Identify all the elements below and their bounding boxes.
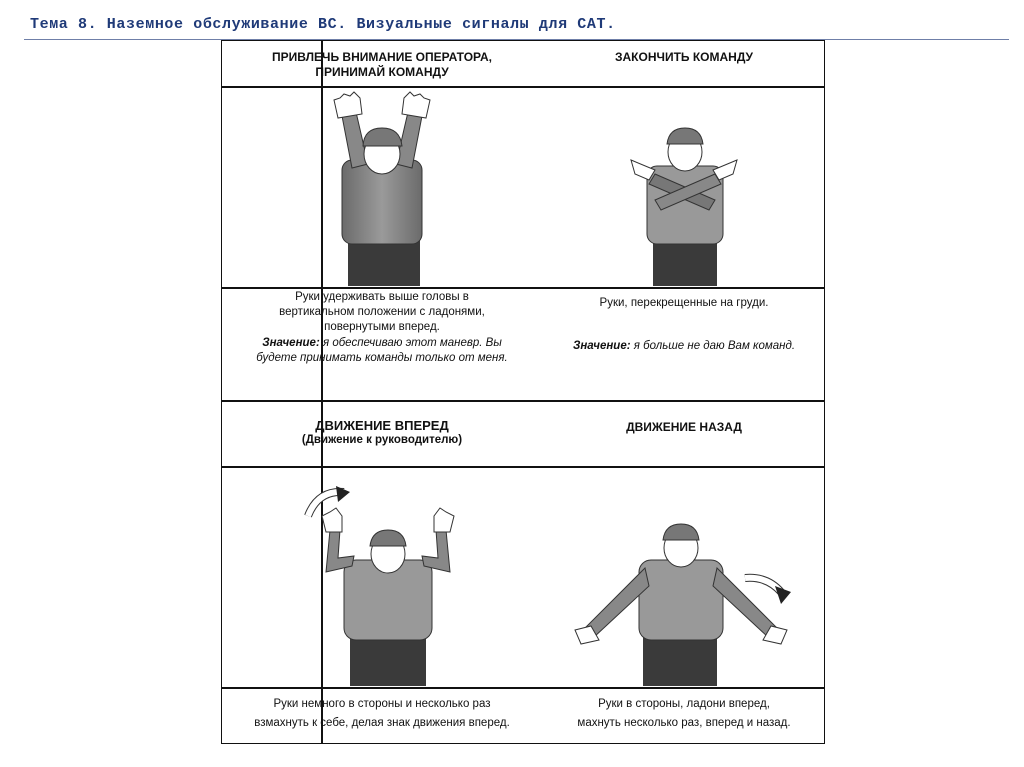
backward-figure [545, 468, 823, 686]
legs [350, 634, 426, 686]
left-arm [326, 530, 354, 572]
attention-meaning-line2 [222, 351, 542, 366]
forward-subheading: (Движение к руководителю) [301, 434, 463, 446]
motion-arrow-fill [745, 578, 781, 592]
attention-desc-line2: вертикальном положении с ладонями, [279, 306, 485, 318]
meaning-label: Значение: [572, 340, 631, 352]
attention-description [222, 290, 542, 366]
legs [348, 238, 420, 286]
forward-heading-text: ДВИЖЕНИЕ ВПЕРЕД [315, 418, 449, 433]
table-row-divider [221, 687, 825, 689]
cap [667, 128, 703, 144]
finish-meaning [544, 339, 824, 354]
right-hand [434, 508, 454, 532]
attention-desc-line3: повернутыми вперед. [324, 321, 440, 333]
finish-description [544, 296, 824, 354]
attention-heading-line2: ПРИНИМАЙ КОМАНДУ [315, 65, 449, 79]
forward-heading [222, 418, 542, 448]
finish-heading: ЗАКОНЧИТЬ КОМАНДУ [615, 50, 753, 64]
forward-description [222, 697, 542, 731]
cap [663, 524, 699, 540]
finish-meaning-text: я больше не даю Вам команд. [630, 340, 796, 352]
forward-desc-line1: Руки немного в стороны и несколько раз [273, 698, 491, 710]
backward-desc-line1: Руки в стороны, ладони вперед, [598, 698, 770, 710]
finish-figure [545, 88, 823, 286]
torso [639, 560, 723, 640]
cap [363, 128, 402, 146]
right-hand [402, 92, 430, 118]
backward-desc-line2: махнуть несколько раз, вперед и назад. [577, 717, 791, 729]
left-hand [322, 508, 342, 532]
meaning-label: Значение: [262, 337, 320, 349]
left-hand [334, 92, 362, 118]
attention-figure [222, 88, 542, 286]
slide-title: Тема 8. Наземное обслуживание ВС. Визуальные сигналы для САТ. [30, 16, 616, 33]
attention-meaning-text1: я обеспечиваю этот маневр. Вы [319, 337, 502, 349]
attention-heading-line1: ПРИВЛЕЧЬ ВНИМАНИЕ ОПЕРАТОРА, [272, 50, 492, 64]
attention-meaning [222, 336, 542, 351]
legs [653, 238, 717, 286]
backward-description [544, 697, 824, 731]
forward-figure [222, 468, 542, 686]
cap [370, 530, 406, 546]
finish-desc-line: Руки, перекрещенные на груди. [599, 297, 769, 309]
backward-heading: ДВИЖЕНИЕ НАЗАД [626, 420, 742, 434]
attention-desc-line1: Руки удерживать выше головы в [295, 291, 469, 303]
attention-heading [222, 50, 542, 80]
attention-meaning-text2: будете принимать команды только от меня. [256, 352, 508, 364]
table-row-divider [221, 287, 825, 289]
table-row-divider [221, 400, 825, 402]
right-arm [422, 530, 450, 572]
legs [643, 634, 717, 686]
forward-desc-line2: взмахнуть к себе, делая знак движения вперед. [254, 717, 510, 729]
